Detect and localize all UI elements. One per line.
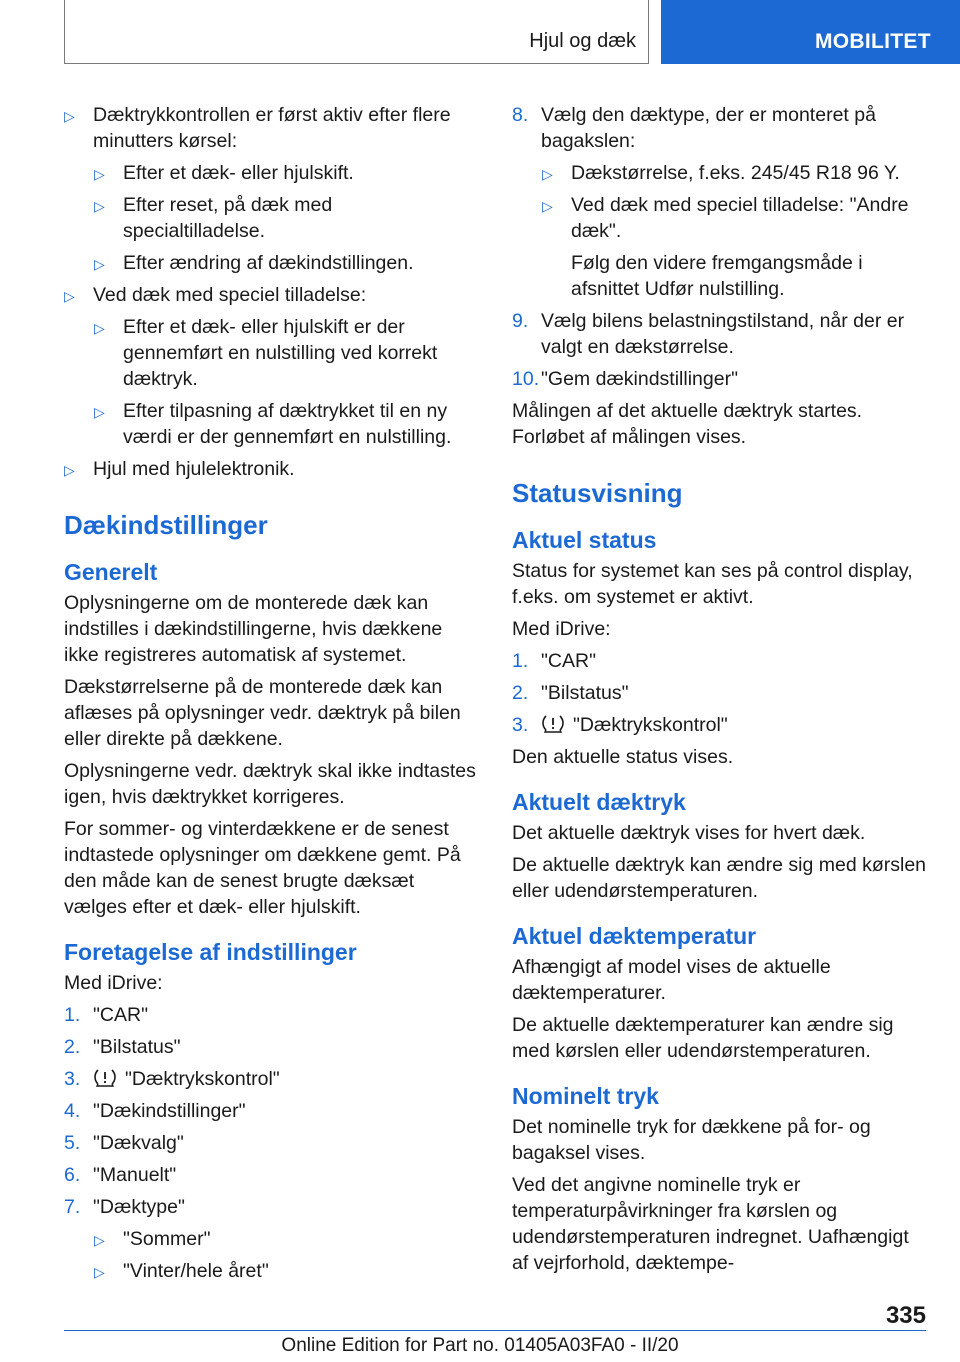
tire-pressure-warning-icon bbox=[541, 714, 565, 734]
page-number: 335 bbox=[885, 1302, 926, 1329]
heading-nominelt-tryk: Nominelt tryk bbox=[512, 1083, 659, 1109]
bullet-item: ▷ Efter ændring af dækindstillingen. bbox=[94, 250, 478, 276]
triangle-bullet-icon: ▷ bbox=[64, 462, 75, 478]
paragraph: Den aktuelle status vises. bbox=[512, 746, 734, 768]
heading-statusvisning: Statusvisning bbox=[512, 478, 683, 508]
step-item: 9. Vælg bilens belastningstilstand, når der er valgt en dækstørrelse. bbox=[512, 310, 905, 358]
triangle-bullet-icon: ▷ bbox=[64, 108, 75, 124]
chapter-tab[interactable] bbox=[661, 0, 960, 64]
left-column bbox=[64, 102, 478, 1290]
paragraph: Dækstørrelserne på de monterede dæk kan aflæses på oplysninger vedr. dæktryk på bilen eller direkte på dækkene. bbox=[64, 676, 461, 750]
tire-pressure-warning-icon bbox=[93, 1068, 117, 1088]
chapter-tab-label: MOBILITET bbox=[815, 30, 931, 53]
bullet-item: ▷ Ved dæk med speciel tilladelse: "Andre dæk". bbox=[542, 194, 909, 242]
bullet-item: ▷ Efter tilpasning af dæktrykket til en ny værdi er der gennemført en nulstilling. bbox=[94, 400, 452, 448]
paragraph: Følg den videre fremgangsmåde i afsnittet Udfør nulstilling. bbox=[571, 252, 863, 300]
triangle-bullet-icon: ▷ bbox=[64, 288, 75, 304]
bullet-item: ▷ Ved dæk med speciel tilladelse: bbox=[64, 282, 478, 308]
bullet-item: ▷ Efter et dæk- eller hjulskift. bbox=[94, 160, 478, 186]
section-title: Hjul og dæk bbox=[529, 30, 636, 52]
paragraph: De aktuelle dæktemperaturer kan ændre sig med kørslen eller udendørstemperaturen. bbox=[512, 1014, 894, 1062]
step-item: 5. "Dækvalg" bbox=[64, 1132, 184, 1154]
step-item: 8. Vælg den dæktype, der er monteret på bagakslen: bbox=[512, 104, 876, 152]
paragraph: Det aktuelle dæktryk vises for hvert dæk. bbox=[512, 822, 866, 844]
paragraph: Med iDrive: bbox=[64, 972, 163, 994]
bullet-item: ▷ Efter et dæk- eller hjulskift er der gennemført en nulstilling ved korrekt dæktryk. bbox=[94, 316, 438, 390]
step-item: 3. "Dæktrykskontrol" bbox=[512, 714, 728, 736]
paragraph: Oplysningerne om de monterede dæk kan indstilles i dækindstillingerne, hvis dækkene ikke registreres automatisk af systemet. bbox=[64, 592, 443, 666]
right-column bbox=[512, 102, 930, 1282]
paragraph: Oplysningerne vedr. dæktryk skal ikke indtastes igen, hvis dæktrykket korrigeres. bbox=[64, 760, 476, 808]
heading-generelt: Generelt bbox=[64, 559, 158, 585]
bullet-item: ▷ "Vinter/hele året" bbox=[94, 1258, 478, 1284]
paragraph: Status for systemet kan ses på control display, f.eks. om systemet er aktivt. bbox=[512, 560, 913, 608]
footer-divider bbox=[64, 1330, 926, 1331]
step-item: 10. "Gem dækindstillinger" bbox=[512, 368, 738, 390]
paragraph: De aktuelle dæktryk kan ændre sig med kørslen eller udendørstemperaturen. bbox=[512, 854, 927, 902]
step-item: 1. "CAR" bbox=[512, 650, 597, 672]
triangle-bullet-icon: ▷ bbox=[94, 198, 105, 214]
triangle-bullet-icon: ▷ bbox=[542, 166, 553, 182]
step-item: 2. "Bilstatus" bbox=[512, 682, 629, 704]
bullet-item: ▷ Efter reset, på dæk med specialtilladelse. bbox=[94, 194, 333, 242]
triangle-bullet-icon: ▷ bbox=[94, 1232, 105, 1248]
triangle-bullet-icon: ▷ bbox=[542, 198, 553, 214]
paragraph: Ved det angivne nominelle tryk er temperaturpåvirkninger fra kørslen og udendørstemperaturen indregnet. Uafhængigt af vejrforhold, dæktempe- bbox=[512, 1174, 909, 1274]
triangle-bullet-icon: ▷ bbox=[94, 404, 105, 420]
heading-aktuel-daektemperatur: Aktuel dæktemperatur bbox=[512, 923, 757, 949]
step-item: 2. "Bilstatus" bbox=[64, 1036, 181, 1058]
step-item: 6. "Manuelt" bbox=[64, 1164, 177, 1186]
triangle-bullet-icon: ▷ bbox=[94, 1264, 105, 1280]
bullet-item: ▷ Dæktrykkontrollen er først aktiv efter flere minutters kørsel: bbox=[64, 104, 451, 152]
bullet-item: ▷ Hjul med hjulelektronik. bbox=[64, 456, 478, 482]
paragraph: Afhængigt af model vises de aktuelle dæktemperaturer. bbox=[512, 956, 831, 1004]
bullet-item: ▷ "Sommer" bbox=[94, 1226, 478, 1252]
step-item: 3. "Dæktrykskontrol" bbox=[64, 1068, 280, 1090]
triangle-bullet-icon: ▷ bbox=[94, 320, 105, 336]
heading-aktuelt-daektryk: Aktuelt dæktryk bbox=[512, 789, 686, 815]
step-item: 4. "Dækindstillinger" bbox=[64, 1100, 246, 1122]
paragraph: Målingen af det aktuelle dæktryk startes. Forløbet af målingen vises. bbox=[512, 400, 863, 448]
heading-aktuel-status: Aktuel status bbox=[512, 527, 657, 553]
paragraph: Det nominelle tryk for dækkene på for- og bagaksel vises. bbox=[512, 1116, 871, 1164]
paragraph: Med iDrive: bbox=[512, 618, 611, 640]
step-item: 1. "CAR" bbox=[64, 1004, 149, 1026]
paragraph: For sommer- og vinterdækkene er de senest indtastede oplysninger om dækkene gemt. På den måde kan de senest brugte dæksæt vælges efter et dæk- eller hjulskift. bbox=[64, 818, 461, 918]
heading-daekindstillinger: Dækindstillinger bbox=[64, 510, 268, 540]
step-item: 7. "Dæktype" bbox=[64, 1196, 185, 1218]
bullet-item: ▷ Dækstørrelse, f.eks. 245/45 R18 96 Y. bbox=[542, 160, 930, 186]
triangle-bullet-icon: ▷ bbox=[94, 256, 105, 272]
triangle-bullet-icon: ▷ bbox=[94, 166, 105, 182]
heading-foretagelse: Foretagelse af indstillinger bbox=[64, 939, 357, 965]
footer-edition: Online Edition for Part no. 01405A03FA0 - II/20 bbox=[281, 1335, 679, 1356]
